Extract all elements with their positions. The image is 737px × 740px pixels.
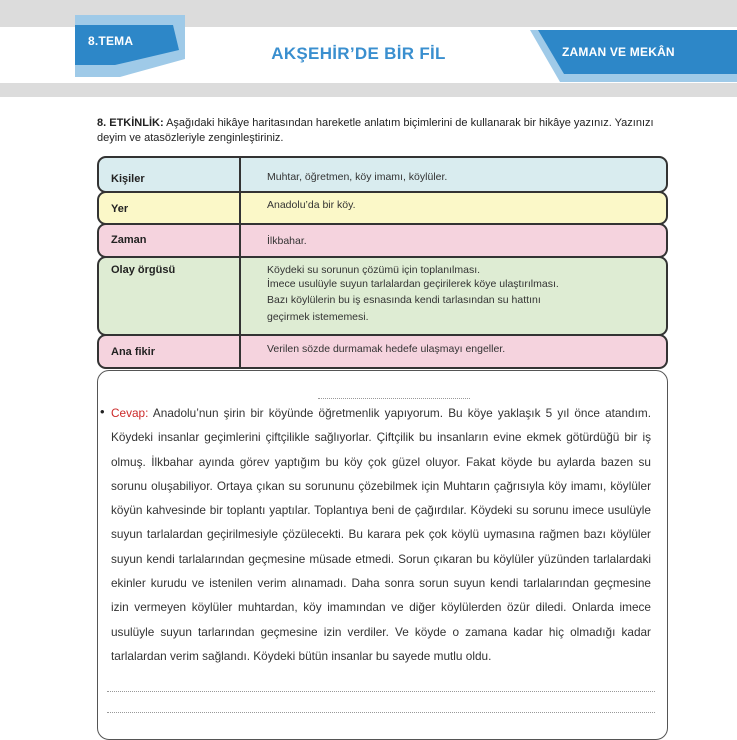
activity-instruction [97,116,672,146]
writing-line [107,691,655,692]
row-divider [239,258,241,334]
writing-line [107,712,655,713]
row-divider [239,158,241,191]
answer-body: Anadolu’nun şirin bir köyünde öğretmenlik yapıyorum. Bu köye yaklaşık 5 yıl önce atandım. Köydeki insanlar geçimlerini çiftçilikle sağlıyorlar. Çiftçilik bu insanların evine ekmek götürdüğü bir iş olmuş. İlkbahar ayında görev yaptığım bu köy çok güzel oluyor. Fakat köyde bu aylarda bazen su sorunu oluşabiliyor. Ortaya çıkan su sorununu çözebilmek için Muhtarın çağrısıyla köy imamı, köylüler köyün kahvesinde bir toplantı yaptılar. Toplantıya beni de çağırdılar. Köydeki su sorunu imece usulüyle suyun tarlalardan geçirilmesiyle çözülecekti. Bu karara pek çok köylü uymasına rağmen bazı köylüler suyun kendi tarlalarından geçmesine müsade etmedi. Sorun çıkaran bu köylüler yüzünden tarlalardaki ekinler kurudu ve istenilen verim alınamadı. Daha sonra sorun suyun kendi tarlalarından geçmesine izin vermeyen köylüler muhtardan, köy imamından ve diğer köylülerden özür diledi. Onlarda imece usulüyle suyun tarlarından geçmesine izin verdiler. Ve köyde o zamana kadar hiç olmadığı kadar tarlalardan verim sağlandı. Köydeki bütün insanlar bu sayede mutlu oldu. [111,406,651,663]
row-value: İlkbahar. [267,235,307,247]
row-label: Zaman [111,234,147,246]
row-label: Yer [111,203,129,215]
row-value: Verilen sözde durmamak hedefe ulaşmayı engeller. [267,343,506,355]
activity-text: Aşağıdaki hikâye haritasından hareketle anlatım biçimlerini de kullanarak bir hikâye yazınız. Yazınızı deyim ve atasözleriyle zenginleştiriniz. [97,117,654,144]
row-value-line: geçirmek istememesi. [267,311,369,323]
row-label: Olay örgüsü [111,264,176,276]
story-map-row-place [97,191,668,225]
row-divider [239,193,241,223]
row-value-line: Bazı köylülerin bu iş esnasında kendi tarlasından su hattını [267,294,541,306]
bullet: • [100,404,105,419]
row-value: Muhtar, öğretmen, köy imamı, köylüler. [267,171,448,183]
row-label: Ana fikir [111,346,156,358]
row-divider [239,225,241,256]
story-map-row-plot [97,256,668,336]
page-title: AKŞEHİR’DE BİR FİL [271,44,446,63]
row-label: Kişiler [111,173,145,185]
story-map-row-time [97,223,668,258]
section-label: ZAMAN VE MEKÂN [562,45,675,59]
row-value: Anadolu’da bir köy. [267,199,356,211]
story-map-row-characters [97,156,668,193]
writing-line [318,398,470,399]
activity-label: 8. ETKİNLİK: [97,117,164,129]
answer-label: Cevap: [111,406,149,420]
answer-text [111,401,651,668]
tema-label: 8.TEMA [88,34,134,48]
story-map-row-main-idea [97,334,668,369]
row-value-line: İmece usulüyle suyun tarlalardan geçirilerek köye ulaştırılması. [267,278,559,290]
row-value-line: Köydeki su sorunun çözümü için toplanılması. [267,264,481,276]
row-divider [239,336,241,367]
